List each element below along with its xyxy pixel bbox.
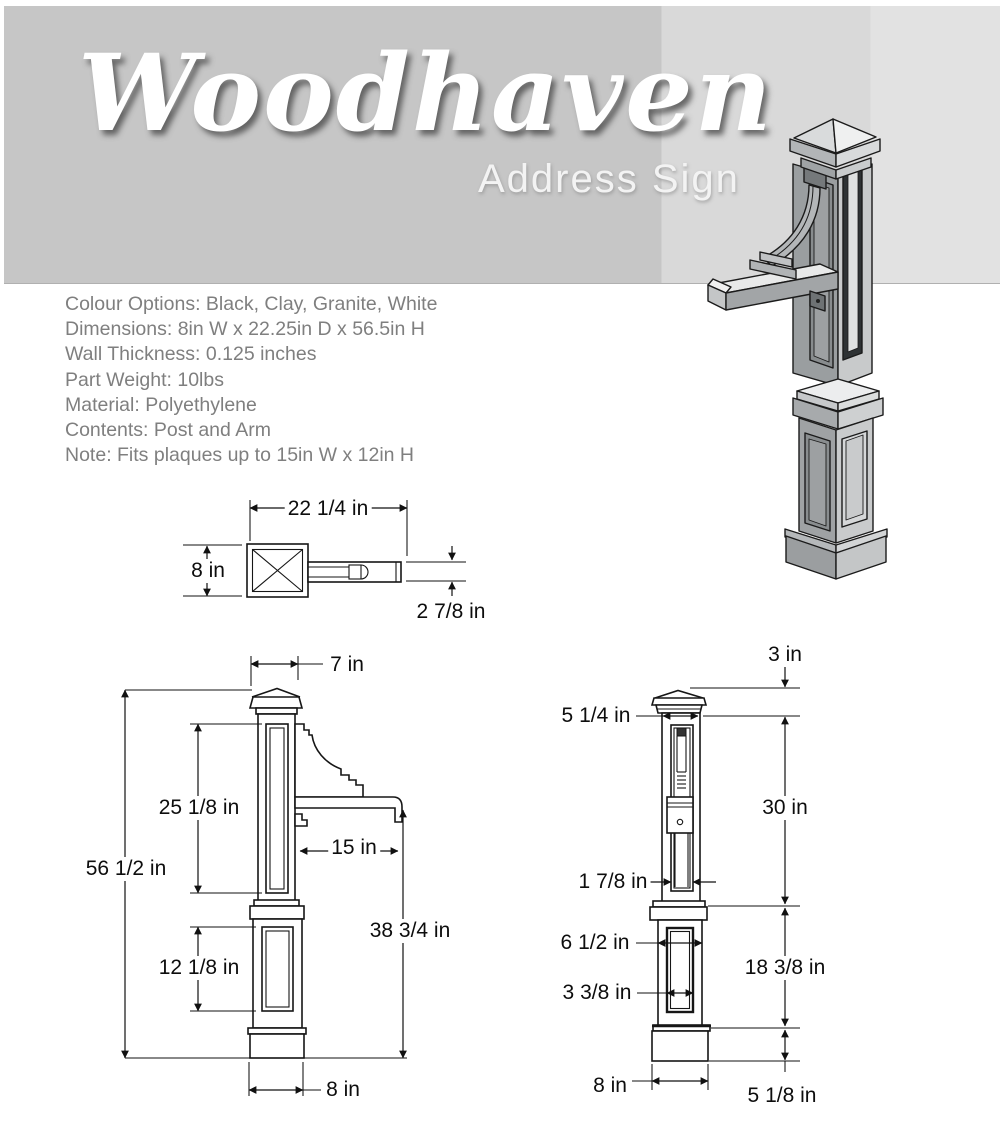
dim-base-width-lines bbox=[249, 1062, 321, 1096]
dim-label-upper-panel-height: 25 1/8 in bbox=[156, 796, 243, 820]
dim-base-height-lines bbox=[709, 1030, 800, 1072]
dim-label-lower-panel-width: 3 3/8 in bbox=[560, 981, 635, 1005]
dim-label-overall-height: 56 1/2 in bbox=[83, 857, 170, 881]
dim-cap-width-lines bbox=[251, 656, 323, 686]
dim-label-arm-thickness: 2 7/8 in bbox=[414, 600, 489, 624]
dim-label-lower-post-width: 6 1/2 in bbox=[558, 931, 633, 955]
dim-label-lower-post-height: 18 3/8 in bbox=[742, 956, 829, 980]
dim-label-side-base-width: 8 in bbox=[323, 1078, 363, 1102]
dim-label-upper-post-height: 30 in bbox=[759, 796, 811, 820]
dim-label-post-width: 8 in bbox=[188, 559, 228, 583]
spec-line-dimensions: Dimensions: 8in W x 22.25in D x 56.5in H bbox=[65, 318, 425, 341]
spec-line-wall-thickness: Wall Thickness: 0.125 inches bbox=[65, 343, 317, 366]
spec-line-part-weight: Part Weight: 10lbs bbox=[65, 368, 224, 391]
dim-label-front-base-width: 8 in bbox=[590, 1074, 630, 1098]
spec-line-contents: Contents: Post and Arm bbox=[65, 419, 271, 442]
dim-label-arm-length: 15 in bbox=[328, 836, 380, 860]
dim-label-cap-width: 7 in bbox=[327, 653, 367, 677]
spec-line-note: Note: Fits plaques up to 15in W x 12in H bbox=[65, 444, 415, 467]
dim-cap-height-lines bbox=[690, 666, 800, 688]
dim-label-overall-depth: 22 1/4 in bbox=[285, 497, 372, 521]
dim-label-lower-panel-height: 12 1/8 in bbox=[156, 956, 243, 980]
spec-list bbox=[65, 292, 437, 468]
front-view-drawing bbox=[632, 666, 800, 1090]
post-3d-illustration bbox=[708, 119, 887, 579]
dim-arm-thickness-lines bbox=[406, 546, 466, 596]
dim-label-cap-height: 3 in bbox=[765, 643, 805, 667]
dim-label-arm-mount-height: 38 3/4 in bbox=[367, 919, 454, 943]
dim-front-base-width-lines bbox=[632, 1064, 708, 1090]
dim-label-cap-top-width: 5 1/4 in bbox=[559, 704, 634, 728]
spec-line-colour: Colour Options: Black, Clay, Granite, White bbox=[65, 293, 438, 315]
brand-title: Woodhaven bbox=[78, 30, 774, 155]
dim-label-base-height: 5 1/8 in bbox=[745, 1084, 820, 1108]
product-subtitle: Address Sign bbox=[478, 157, 740, 201]
dim-label-track-width: 1 7/8 in bbox=[576, 870, 651, 894]
spec-line-material: Material: Polyethylene bbox=[65, 393, 257, 416]
